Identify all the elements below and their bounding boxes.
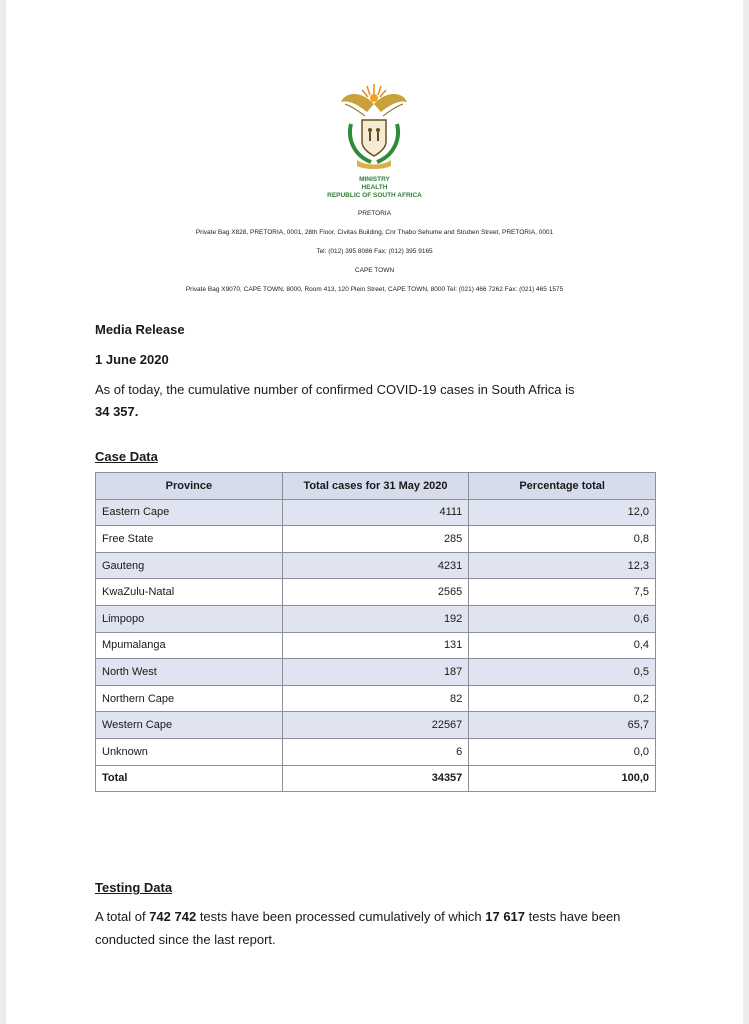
cell-cases: 131 (282, 632, 469, 659)
address-pretoria: Private Bag X828, PRETORIA, 0001, 28th Floor, Civitas Building, Cnr Thabo Sehume and Struben Street, PRETORIA, 0001 (195, 229, 554, 236)
tests-total-value: 742 742 (149, 909, 197, 924)
testing-text-c: tests have been (525, 909, 621, 924)
testing-text-b: tests have been processed cumulatively of which (196, 909, 486, 924)
cell-percentage: 0,5 (469, 659, 656, 686)
case-data-heading: Case Data (95, 449, 158, 464)
table-row (96, 552, 656, 579)
ministry-line-2: HEALTH (361, 184, 388, 191)
column-header-percentage: Percentage total (469, 473, 656, 500)
cell-province: North West (96, 659, 283, 686)
cell-cases: 4231 (282, 552, 469, 579)
cumulative-cases-value: 34 357. (95, 404, 139, 419)
address-cape-town: Private Bag X9070, CAPE TOWN, 8000, Room 413, 120 Plein Street, CAPE TOWN, 8000 Tel: (021) 466 7262 Fax: (021) 465 1575 (185, 286, 564, 293)
cell-province: Limpopo (96, 605, 283, 632)
cell-province: Free State (96, 526, 283, 553)
cell-percentage: 65,7 (469, 712, 656, 739)
table-total-row (96, 765, 656, 792)
cell-province: KwaZulu-Natal (96, 579, 283, 606)
cell-percentage: 12,3 (469, 552, 656, 579)
table-row (96, 632, 656, 659)
cell-percentage: 0,0 (469, 738, 656, 765)
case-data-table (95, 472, 656, 792)
cell-cases: 22567 (282, 712, 469, 739)
city-pretoria: PRETORIA (357, 210, 392, 217)
cell-total-percentage: 100,0 (469, 765, 656, 792)
cell-province: Gauteng (96, 552, 283, 579)
table-row (96, 685, 656, 712)
table-row (96, 712, 656, 739)
table-row (96, 526, 656, 553)
cell-total-cases: 34357 (282, 765, 469, 792)
cell-province: Western Cape (96, 712, 283, 739)
column-header-total-cases: Total cases for 31 May 2020 (282, 473, 469, 500)
release-date: 1 June 2020 (95, 352, 169, 367)
table-row (96, 738, 656, 765)
cell-percentage: 0,4 (469, 632, 656, 659)
cell-province: Eastern Cape (96, 499, 283, 526)
ministry-line-3: REPUBLIC OF SOUTH AFRICA (327, 192, 422, 199)
media-release-heading: Media Release (95, 322, 185, 337)
table-row (96, 499, 656, 526)
cell-cases: 285 (282, 526, 469, 553)
cell-province: Northern Cape (96, 685, 283, 712)
cell-province: Mpumalanga (96, 632, 283, 659)
cell-cases: 4111 (282, 499, 469, 526)
cell-cases: 2565 (282, 579, 469, 606)
city-cape-town: CAPE TOWN (354, 267, 395, 274)
cell-percentage: 0,8 (469, 526, 656, 553)
cell-cases: 192 (282, 605, 469, 632)
cell-percentage: 0,2 (469, 685, 656, 712)
tel-pretoria: Tel: (012) 395 8086 Fax: (012) 395 9165 (316, 248, 433, 255)
testing-paragraph-line-1 (95, 909, 620, 924)
testing-paragraph-line-2: conducted since the last report. (95, 932, 276, 947)
intro-text: As of today, the cumulative number of confirmed COVID-19 cases in South Africa is (95, 382, 575, 397)
ministry-line-1: MINISTRY (359, 176, 390, 183)
cell-cases: 82 (282, 685, 469, 712)
testing-text-a: A total of (95, 909, 150, 924)
cell-province: Unknown (96, 738, 283, 765)
table-row (96, 579, 656, 606)
testing-data-heading: Testing Data (95, 880, 173, 895)
table-header-row (96, 473, 656, 500)
table-row (96, 659, 656, 686)
cell-percentage: 0,6 (469, 605, 656, 632)
cell-percentage: 12,0 (469, 499, 656, 526)
cell-percentage: 7,5 (469, 579, 656, 606)
cell-cases: 187 (282, 659, 469, 686)
table-row (96, 605, 656, 632)
coat-of-arms-emblem (337, 80, 411, 172)
cell-total-label: Total (96, 765, 283, 792)
cell-cases: 6 (282, 738, 469, 765)
column-header-province: Province (96, 473, 283, 500)
tests-new-value: 17 617 (485, 909, 526, 924)
